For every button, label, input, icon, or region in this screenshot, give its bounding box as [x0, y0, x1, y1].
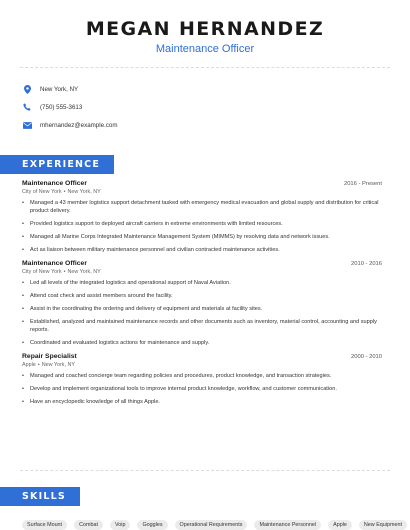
skills-heading: SKILLS — [0, 487, 80, 506]
contact-location — [22, 80, 388, 98]
envelope-icon — [22, 120, 32, 130]
skill-tag: Maintenance Personnel — [254, 520, 321, 530]
job-company-location: Apple • New York, NY — [22, 362, 75, 368]
job-entry — [0, 353, 410, 406]
job-title: Repair Specialist — [22, 353, 77, 360]
list-item: • Provided logistics support to deployed aircraft carriers in extreme environments with limited resources. — [22, 220, 382, 228]
job-bullets — [22, 372, 382, 406]
skill-tag: New Equipment — [359, 520, 407, 530]
list-item: • Managed and coached concierge team regarding policies and procedures, product knowledge, and transaction strategies. — [22, 372, 382, 380]
job-location: New York, NY — [41, 362, 75, 368]
job-company-location: City of New York • New York, NY — [22, 269, 101, 275]
candidate-name: MEGAN HERNANDEZ — [85, 18, 325, 40]
job-dates: 2016 - Present — [343, 181, 382, 187]
list-item: • Established, analyzed and maintained maintenance records and other documents such as inventory, material control, accounting and supply reports. — [22, 318, 382, 334]
list-item: • Managed a 43 member logistics support detachment tasked with emergency medical evacuation and global supply and distribution for critical product delivery. — [22, 199, 382, 215]
skill-tag: Goggles — [137, 520, 167, 530]
phone-text[interactable]: (750) 555-3613 — [40, 103, 83, 111]
resume-header — [0, 0, 410, 55]
skill-tag: Surface Mount — [22, 520, 67, 530]
skill-tag: Voip — [110, 520, 131, 530]
job-title: Maintenance Officer — [22, 260, 87, 267]
list-item: • Attend coat check and assist members around the facility. — [22, 292, 382, 300]
candidate-title: Maintenance Officer — [155, 43, 255, 55]
list-item: • Managed all Marine Corps Integrated Maintenance Management System (MIMMS) by resolving data and network issues. — [22, 233, 382, 241]
job-dates: 2000 - 2010 — [351, 354, 382, 360]
job-company: Apple — [22, 362, 36, 368]
location-text: New York, NY — [40, 85, 79, 93]
list-item: • Assist in the coordinating the ordering and delivery of equipment and materials at facility sites. — [22, 305, 382, 313]
skill-tag: Apple — [328, 520, 352, 530]
skill-tag: Operational Requirements — [175, 520, 248, 530]
job-entry — [0, 260, 410, 347]
list-item: • Act as liaison between military maintenance personnel and civilian contracted maintenance activities. — [22, 246, 382, 254]
job-company-location: City of New York • New York, NY — [22, 189, 101, 195]
contact-block — [0, 68, 410, 144]
list-item: • Have an encyclopedic knowledge of all things Apple. — [22, 398, 382, 406]
job-location: New York, NY — [67, 189, 101, 195]
job-location: New York, NY — [67, 269, 101, 275]
phone-icon — [22, 102, 32, 112]
job-company: City of New York — [22, 269, 62, 275]
job-entry — [0, 180, 410, 254]
list-item: • Coordinated and evaluated logistics actions for maintenance and supply. — [22, 339, 382, 347]
list-item: • Develop and implement organizational tools to improve internal product knowledge, workflow, and customer communication. — [22, 385, 382, 393]
job-dates: 2010 - 2016 — [351, 261, 382, 267]
job-title: Maintenance Officer — [22, 180, 87, 187]
contact-email — [22, 116, 388, 134]
email-text[interactable]: mhernandez@example.com — [40, 121, 118, 129]
skills-section — [0, 486, 410, 530]
job-bullets — [22, 199, 382, 254]
experience-heading: EXPERIENCE — [0, 155, 114, 174]
skill-tag: Combat — [74, 520, 103, 530]
experience-section — [0, 154, 410, 406]
job-company: City of New York — [22, 189, 62, 195]
job-bullets — [22, 279, 382, 347]
skills-list — [0, 520, 410, 530]
map-pin-icon — [22, 84, 32, 94]
contact-phone — [22, 98, 388, 116]
divider — [20, 470, 390, 471]
list-item: • Led all levels of the integrated logistics and operational support of Naval Aviation. — [22, 279, 382, 287]
